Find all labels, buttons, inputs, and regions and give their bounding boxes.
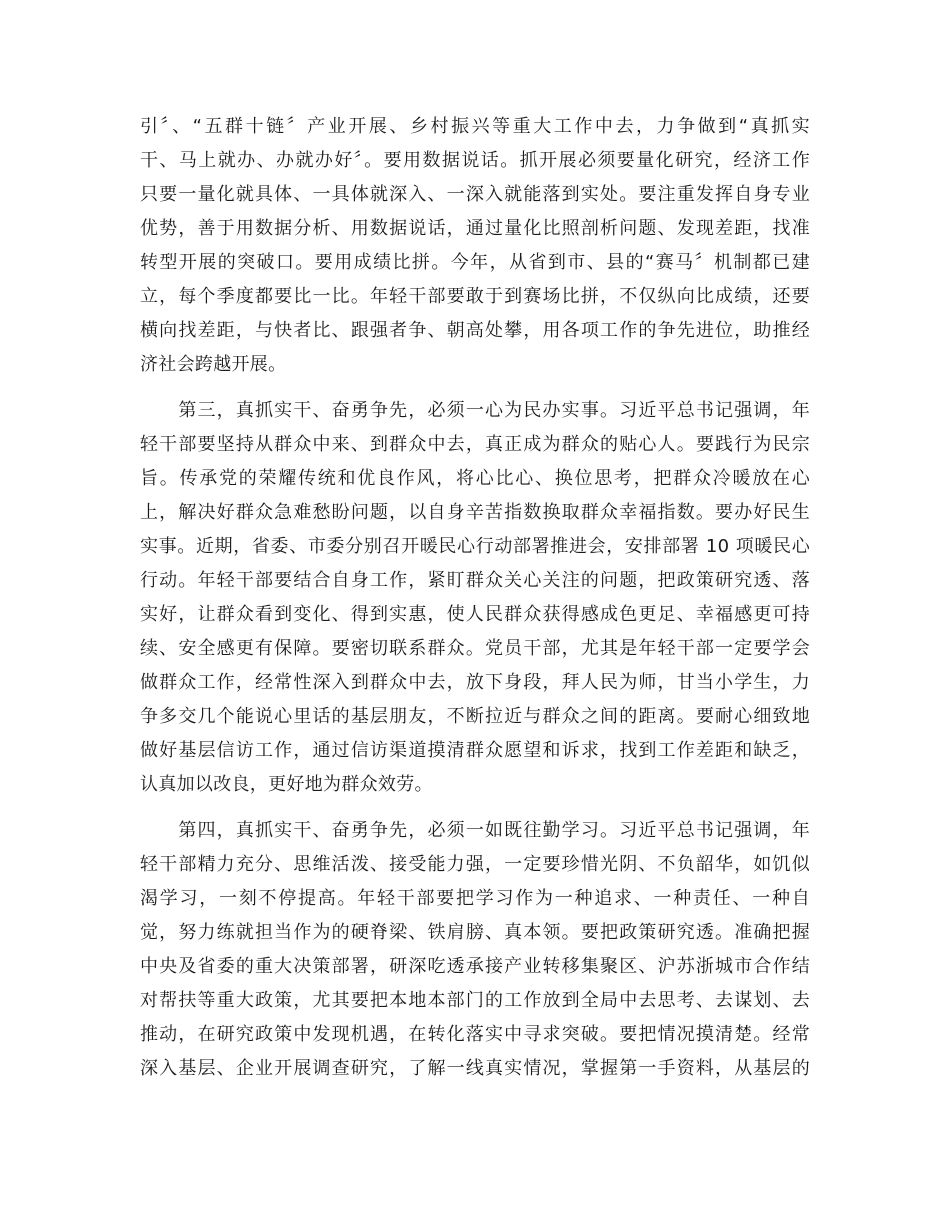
paragraph [140, 814, 810, 1086]
text-line: 做群众工作，经常性深入到群众中去，放下身段，拜人民为师，甘当小学生，力 [140, 672, 810, 693]
text-line: 轻干部精力充分、思维活泼、接受能力强，一定要珍惜光阴、不负韶华，如饥似 [140, 854, 810, 875]
text-line: 对帮扶等重大政策，尤其要把本地本部门的工作放到全局中去思考、去谋划、去 [140, 990, 810, 1011]
text-line: 横向找差距，与快者比、跟强者争、朝高处攀，用各项工作的争先进位，助推经 [140, 320, 810, 341]
text-line: 引〞、“五群十链〞产业开展、乡村振兴等重大工作中去，力争做到“真抓实 [140, 116, 810, 137]
text-line: 实事。近期，省委、市委分别召开暖民心行动部署推进会，安排部署 10 项暖民心 [140, 536, 810, 557]
text-line: 第三，真抓实干、奋勇争先，必须一心为民办实事。习近平总书记强调，年 [140, 400, 810, 421]
text-line: 立，每个季度都要比一比。年轻干部要敢于到赛场比拼，不仅纵向比成绩，还要 [140, 286, 810, 307]
text-line: 中央及省委的重大决策部署，研深吃透承接产业转移集聚区、沪苏浙城市合作结 [140, 956, 810, 977]
text-line: 济社会跨越开展。 [140, 354, 287, 375]
text-line: 认真加以改良，更好地为群众效劳。 [140, 774, 433, 795]
text-line: 实好，让群众看到变化、得到实惠，使人民群众获得感成色更足、幸福感更可持 [140, 604, 810, 625]
text-line: 优势，善于用数据分析、用数据说话，通过量化比照剖析问题、发现差距，找准 [140, 218, 810, 239]
paragraph [140, 110, 810, 382]
text-line: 第四，真抓实干、奋勇争先，必须一如既往勤学习。习近平总书记强调，年 [140, 820, 810, 841]
document-body [140, 110, 810, 1098]
text-line: 做好基层信访工作，通过信访渠道摸清群众愿望和诉求，找到工作差距和缺乏， [140, 740, 810, 761]
text-line: 觉，努力练就担当作为的硬脊梁、铁肩膀、真本领。要把政策研究透。准确把握 [140, 922, 810, 943]
text-line: 渴学习，一刻不停提高。年轻干部要把学习作为一种追求、一种责任、一种自 [140, 888, 810, 909]
text-line: 旨。传承党的荣耀传统和优良作风，将心比心、换位思考，把群众冷暖放在心 [140, 468, 810, 489]
paragraph [140, 394, 810, 802]
text-line: 干、马上就办、办就办好〞。要用数据说话。抓开展必须要量化研究，经济工作 [140, 150, 810, 171]
text-line: 深入基层、企业开展调查研究，了解一线真实情况，掌握第一手资料，从基层的 [140, 1058, 810, 1079]
text-line: 转型开展的突破口。要用成绩比拼。今年，从省到市、县的“赛马〞机制都已建 [140, 252, 810, 273]
text-line: 争多交几个能说心里话的基层朋友，不断拉近与群众之间的距离。要耐心细致地 [140, 706, 810, 727]
text-line: 推动，在研究政策中发现机遇，在转化落实中寻求突破。要把情况摸清楚。经常 [140, 1024, 810, 1045]
text-line: 续、安全感更有保障。要密切联系群众。党员干部，尤其是年轻干部一定要学会 [140, 638, 810, 659]
text-line: 轻干部要坚持从群众中来、到群众中去，真正成为群众的贴心人。要践行为民宗 [140, 434, 810, 455]
text-line: 上，解决好群众急难愁盼问题，以自身辛苦指数换取群众幸福指数。要办好民生 [140, 502, 810, 523]
text-line: 行动。年轻干部要结合自身工作，紧盯群众关心关注的问题，把政策研究透、落 [140, 570, 810, 591]
text-line: 只要一量化就具体、一具体就深入、一深入就能落到实处。要注重发挥自身专业 [140, 184, 810, 205]
